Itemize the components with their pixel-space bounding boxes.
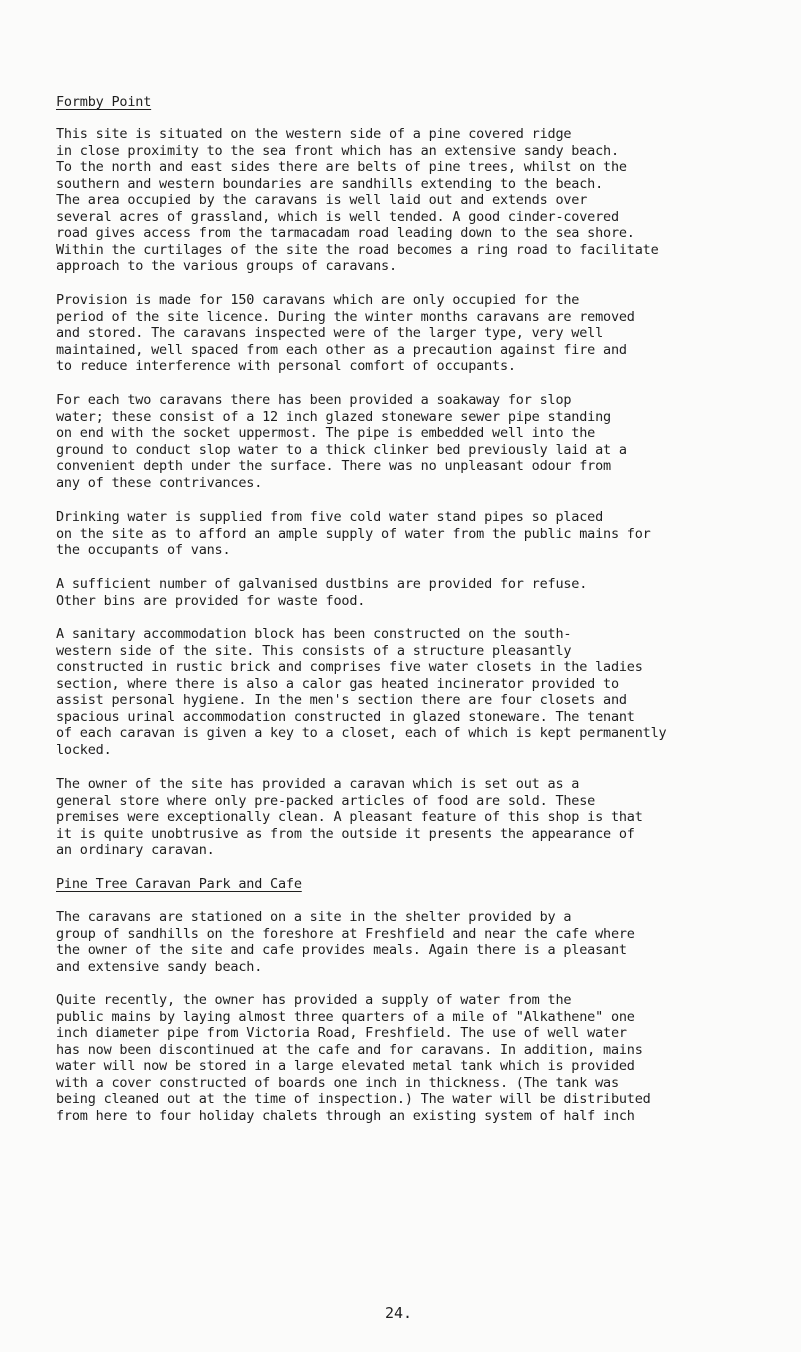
text-line: public mains by laying almost three quarters of a mile of "Alkathene" one [56,1008,635,1025]
text-line: group of sandhills on the foreshore at Freshfield and near the cafe where [56,925,635,942]
text-line: southern and western boundaries are sandhills extending to the beach. [56,175,604,192]
text-line: A sufficient number of galvanised dustbins are provided for refuse. [56,576,588,592]
section-heading-formby-point: Formby Point [56,94,152,110]
text-line: For each two caravans there has been provided a soakaway for slop [56,392,572,408]
text-line: being cleaned out at the time of inspection.) The water will be distributed [56,1091,651,1107]
text-line: and extensive sandy beach. [56,958,263,975]
text-line: assist personal hygiene. In the men's section there are four closets and [56,692,627,708]
text-line: approach to the various groups of caravans. [56,258,397,274]
paragraph-general-store [56,776,786,859]
text-line: from here to four holiday chalets through an existing system of half inch [56,1107,635,1124]
text-line: on the site as to afford an ample supply of water from the public mains for [56,525,651,542]
text-line: period of the site licence. During the winter months caravans are removed [56,308,635,325]
text-line: the owner of the site and cafe provides meals. Again there is a pleasant [56,942,627,958]
text-line: an ordinary caravan. [56,842,215,858]
text-line: it is quite unobtrusive as from the outside it presents the appearance of [56,825,635,842]
text-line: spacious urinal accommodation constructed in glazed stoneware. The tenant [56,708,635,725]
text-line: Provision is made for 150 caravans which are only occupied for the [56,292,580,308]
text-line: convenient depth under the surface. There was no unpleasant odour from [56,458,611,474]
text-line: several acres of grassland, which is well tended. A good cinder-covered [56,208,619,225]
paragraph-soakaways [56,392,786,491]
page-number: 24. [385,1304,413,1322]
paragraph-drinking-water [56,509,786,559]
text-line: in close proximity to the sea front which has an extensive sandy beach. [56,142,619,159]
text-line: maintained, well spaced from each other as a precaution against fire and [56,341,627,358]
text-line: locked. [56,741,112,758]
paragraph-caravan-provision [56,292,786,375]
paragraph-water-supply [56,992,786,1124]
text-line: road gives access from the tarmacadam road leading down to the sea shore. [56,225,635,241]
text-line: to reduce interference with personal comfort of occupants. [56,358,516,374]
text-line: The owner of the site has provided a caravan which is set out as a [56,776,580,792]
paragraph-site-description [56,126,786,275]
text-line: general store where only pre-packed articles of food are sold. These [56,792,596,809]
text-line: on end with the socket uppermost. The pipe is embedded well into the [56,425,596,441]
text-line: water; these consist of a 12 inch glazed stoneware sewer pipe standing [56,408,611,425]
section-heading-pine-tree: Pine Tree Caravan Park and Cafe [56,876,302,892]
text-line: The area occupied by the caravans is well laid out and extends over [56,192,588,208]
text-line: Within the curtilages of the site the road becomes a ring road to facilitate [56,241,659,258]
text-line: of each caravan is given a key to a closet, each of which is kept permanently [56,725,667,741]
text-line: Quite recently, the owner has provided a supply of water from the [56,992,572,1008]
text-line: section, where there is also a calor gas heated incinerator provided to [56,675,619,692]
text-line: A sanitary accommodation block has been constructed on the south- [56,626,572,642]
text-line: the occupants of vans. [56,542,231,558]
text-line: Other bins are provided for waste food. [56,592,366,609]
text-line: with a cover constructed of boards one inch in thickness. (The tank was [56,1074,619,1091]
text-line: The caravans are stationed on a site in the shelter provided by a [56,909,572,925]
text-line: inch diameter pipe from Victoria Road, Freshfield. The use of well water [56,1025,627,1041]
text-line: water will now be stored in a large elevated metal tank which is provided [56,1058,635,1074]
text-line: To the north and east sides there are belts of pine trees, whilst on the [56,159,627,175]
text-line: premises were exceptionally clean. A pleasant feature of this shop is that [56,809,643,825]
text-line: ground to conduct slop water to a thick clinker bed previously laid at a [56,441,627,458]
text-line: This site is situated on the western side of a pine covered ridge [56,126,572,142]
paragraph-dustbins [56,576,786,609]
text-line: any of these contrivances. [56,474,263,491]
text-line: western side of the site. This consists of a structure pleasantly [56,642,572,659]
text-line: Drinking water is supplied from five cold water stand pipes so placed [56,509,604,525]
paragraph-sanitary-block [56,626,786,758]
text-line: constructed in rustic brick and comprises five water closets in the ladies [56,659,643,675]
text-line: and stored. The caravans inspected were of the larger type, very well [56,325,604,341]
paragraph-pine-tree-site [56,909,786,975]
text-line: has now been discontinued at the cafe and for caravans. In addition, mains [56,1041,643,1058]
